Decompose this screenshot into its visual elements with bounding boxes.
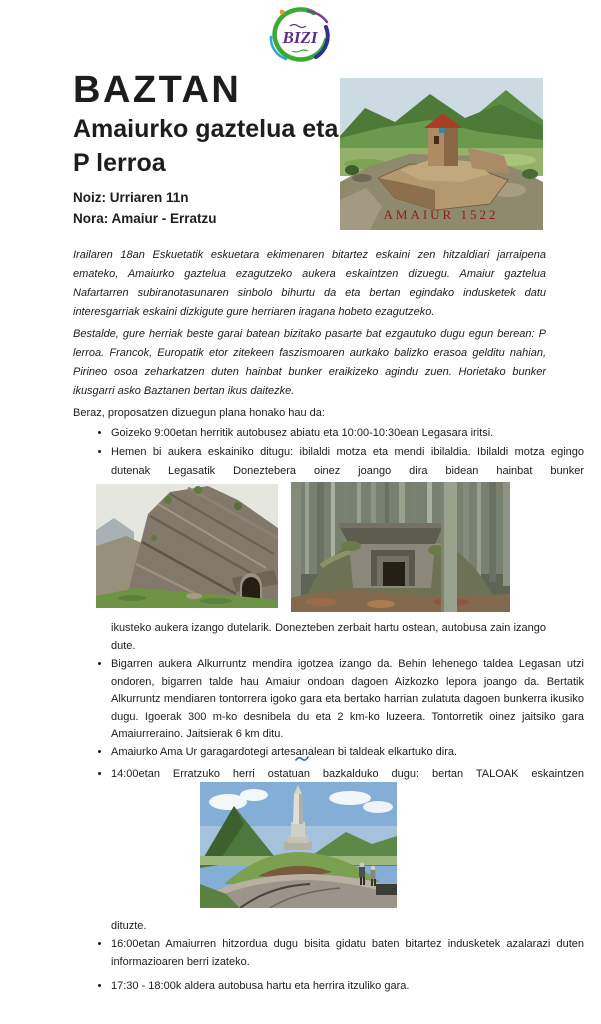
event-when: Noiz: Urriaren 11n	[73, 190, 189, 205]
list-item: • Amaiurko Ama Ur garagardotegi artesanalean bi taldeak elkartuko dira.	[111, 744, 584, 762]
list-item: • 16:00etan Amaiurren hitzordua dugu bisita gidatu baten bitartez indusketek azalarazi duten informazioaren berri izateko.	[111, 936, 584, 971]
bullet-continuation: ikusteko aukera izango dutelarik. Donezteben zerbait hartu ostean, autobusa zain izango dute.	[111, 622, 546, 652]
list-item: • 14:00etan Erratzuko herri ostatuan bazkalduko dugu: bertan TALOAK eskaintzen	[111, 766, 584, 784]
page-title: BAZTAN	[73, 69, 242, 111]
castle-image	[340, 78, 543, 230]
list-item: • Goizeko 9:00etan herritik autobusez abiatu eta 10:00-10:30ean Legasara iritsi.	[111, 424, 584, 443]
plan-list-bottom	[73, 936, 584, 996]
plan-list-top	[73, 424, 584, 481]
plan-list-middle	[73, 656, 584, 761]
list-item: • 17:30 - 18:00k aldera autobusa hartu eta herrira itzuliko gara.	[111, 978, 584, 996]
spellcheck-squiggle-icon	[295, 755, 309, 762]
bullet-continuation: dituzte.	[111, 920, 147, 932]
bunker-rock-image	[96, 484, 278, 608]
paragraph-intro: Irailaren 18an Eskuetatik eskuetara ekimenaren bitartez eskaini zen hitzaldiari jarraipena emateko, Amaiurko gaztelua ezagutzeko aukera eskaintzen dizuegu. Amaiur gaztelua Nafartarren subiranotasunaren sinbolo bihurtu da eta bertan egindako indusketek datu interesgarriak eskaini dizkigute gure herriaren iragana hobeto ezagutzeko.	[73, 249, 546, 318]
paragraph-plerroa: Bestalde, gure herriak beste garai batean bizitako pasarte bat ezgautuko dugu egun berean: P lerroa. Francok, Europatik etor zitekeen faszismoaren aurkako balizko erasoa gelditu nahian, Pirineo osoa zeharkatzen duten hainbat bunker eraikizeko agindu zuen. Horietako bunker ikusgarri asko Baztanen bertan ikus daitezke.	[73, 328, 546, 397]
monument-image	[200, 782, 397, 908]
event-where: Nora: Amaiur - Erratzu	[73, 211, 217, 226]
bizi-logo-swirl-icon	[256, 6, 344, 66]
bizi-logo	[256, 6, 344, 66]
castle-caption: AMAIUR 1522	[383, 207, 499, 222]
list-item: • Hemen bi aukera eskainiko ditugu: ibilaldi motza eta mendi ibilaldia. Ibilaldi motza egingo dutenak Legasatik Doneztebera oinez joango dira bidean hainbat bunker	[111, 443, 584, 481]
plan-intro: Beraz, proposatzen dizuegun plana honako hau da:	[73, 407, 325, 419]
list-item: • Bigarren aukera Alkurruntz mendira igotzea izango da. Behin lehenego taldea Legasan utzi ondoren, bigarren talde hau Amaiur ondoan dagoen Aizkozko lepora joango da. Bertatik Alkurruntz mendiaren tontorrera igoko gara eta bertako harrian zulatuta dagoen bunkerra ikusiko dugu. Igoerak 300 m-ko desnibela du eta 2 km-ko luzeera. Tontorretik oinez jaitsiko gara Amaiurreraino. Jaitsierak 6 km ditu.	[111, 656, 584, 744]
plan-list-lunch	[73, 766, 584, 784]
bunker-forest-image	[291, 482, 510, 612]
page-subtitle-line1: Amaiurko gaztelua eta	[73, 115, 339, 143]
page-subtitle-line2: P lerroa	[73, 149, 166, 177]
logo-text: BIZI	[282, 28, 318, 47]
logo-small-text	[292, 50, 308, 52]
